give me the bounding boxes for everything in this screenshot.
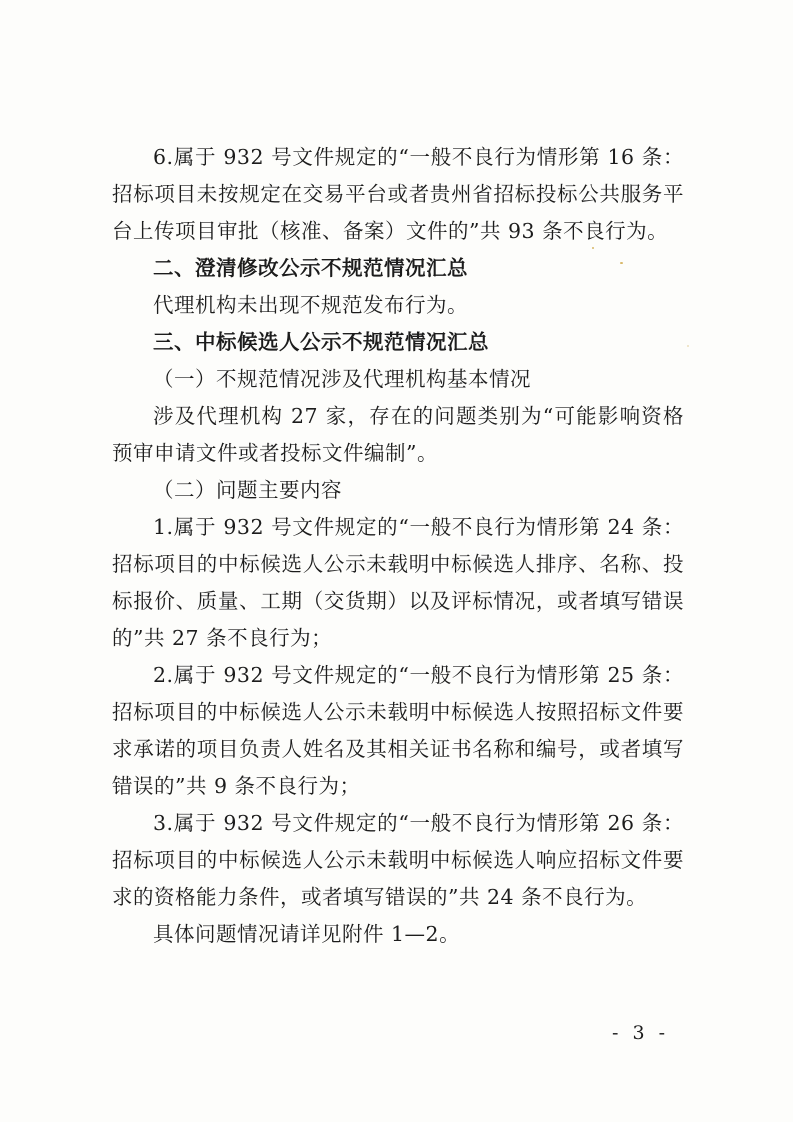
paragraph-item-6: 6.属于 932 号文件规定的“一般不良行为情形第 16 条：招标项目未按规定在交易平台或者贵州省招标投标公共服务平台上传项目审批（核准、备案）文件的”共 93 条不良行为。 — [112, 145, 684, 243]
scan-speck — [620, 262, 623, 264]
paragraph-attachment-note: 具体问题情况请详见附件 1—2。 — [153, 922, 461, 946]
scan-speck — [592, 247, 594, 249]
paragraph-agencies: 涉及代理机构 27 家，存在的问题类别为“可能影响资格预审申请文件或者投标文件编制”。 — [112, 404, 684, 465]
paragraph-item-3: 3.属于 932 号文件规定的“一般不良行为情形第 26 条：招标项目的中标候选人公示未载明中标候选人响应招标文件要求的资格能力条件，或者填写错误的”共 24 条不良行为。 — [112, 811, 684, 909]
paragraph-clarification: 代理机构未出现不规范发布行为。 — [153, 293, 468, 317]
page-number: - 3 - — [612, 1022, 670, 1044]
paragraph-item-2: 2.属于 932 号文件规定的“一般不良行为情形第 25 条：招标项目的中标候选人公示未载明中标候选人按照招标文件要求承诺的项目负责人姓名及其相关证书名称和编号，或者填写错误的”共 9 条不良行为； — [112, 663, 684, 798]
subheading-issues: （二）问题主要内容 — [153, 478, 342, 502]
subheading-agencies: （一）不规范情况涉及代理机构基本情况 — [153, 367, 531, 391]
section-heading-candidates: 三、中标候选人公示不规范情况汇总 — [153, 330, 489, 354]
section-heading-clarification: 二、澄清修改公示不规范情况汇总 — [153, 256, 468, 280]
paragraph-item-1: 1.属于 932 号文件规定的“一般不良行为情形第 24 条：招标项目的中标候选人公示未载明中标候选人排序、名称、投标报价、质量、工期（交货期）以及评标情况，或者填写错误的”共 27 条不良行为； — [112, 515, 684, 650]
body-text — [112, 139, 684, 953]
scan-speck — [687, 345, 689, 347]
